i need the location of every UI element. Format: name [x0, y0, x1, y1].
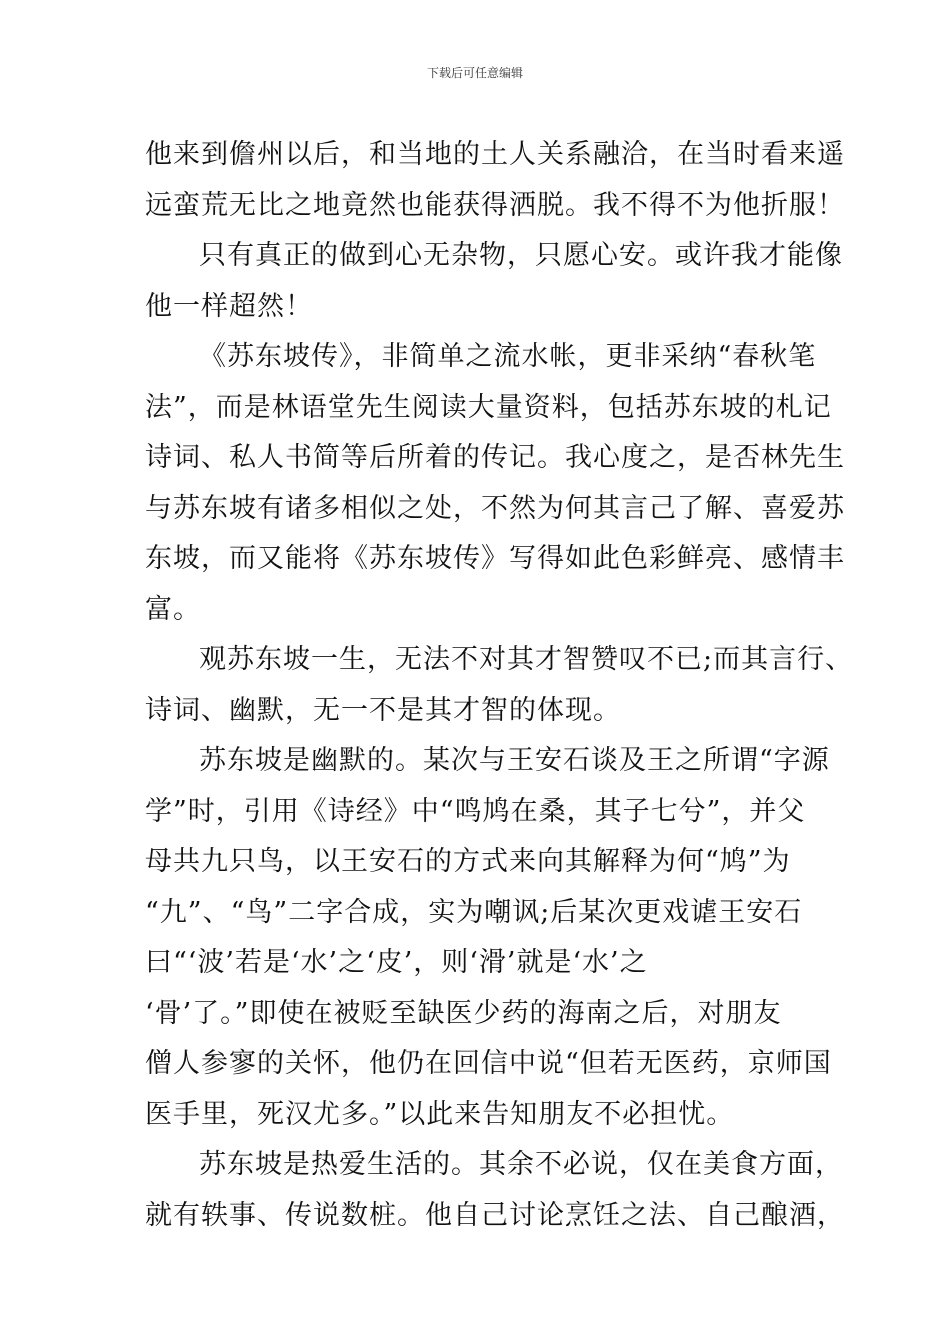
text-line: 诗词、幽默，无一不是其才智的体现。: [145, 694, 621, 726]
text-line: 苏东坡是热爱生活的。其余不必说，仅在美食方面，: [199, 1149, 843, 1180]
text-line: 与苏东坡有诸多相似之处，不然为何其言己了解、喜爱苏: [145, 492, 845, 524]
text-line: 曰“‘波’若是‘水’之‘皮’，则‘滑’就是‘水’之: [145, 947, 648, 978]
page-header: 下载后可任意编辑: [426, 66, 523, 80]
text-line: 他一样超然！: [145, 290, 313, 322]
text-line: 法”，而是林语堂先生阅读大量资料，包括苏东坡的札记: [145, 391, 832, 423]
text-line: 诗词、私人书简等后所着的传记。我心度之，是否林先生: [145, 442, 845, 473]
text-line: ‘骨’了。”即使在被贬至缺医少药的海南之后，对朋友: [145, 997, 782, 1029]
document-body: [145, 130, 854, 1241]
text-line: 只有真正的做到心无杂物，只愿心安。或许我才能像: [199, 240, 843, 271]
text-line: 《苏东坡传》，非简单之流水帐，更非采纳“春秋笔: [199, 341, 817, 372]
text-line: 学”时，引用《诗经》中“鸣鸠在桑，其子七兮”，并父: [145, 795, 806, 827]
text-line: 观苏东坡一生，无法不对其才智赞叹不已;而其言行、: [199, 644, 854, 675]
text-line: 医手里，死汉尤多。”以此来告知朋友不必担忧。: [145, 1098, 735, 1130]
text-line: 东坡，而又能将《苏东坡传》写得如此色彩鲜亮、感情丰: [145, 543, 845, 574]
text-line: 富。: [145, 593, 201, 625]
text-line: 苏东坡是幽默的。某次与王安石谈及王之所谓“字源: [199, 745, 830, 776]
text-line: 母共九只鸟，以王安石的方式来向其解释为何“鸠”为: [145, 846, 791, 877]
text-line: 远蛮荒无比之地竟然也能获得洒脱。我不得不为他折服！: [145, 189, 845, 221]
text-line: 就有轶事、传说数桩。他自己讨论烹饪之法、自己酿酒，: [145, 1199, 845, 1231]
text-line: 他来到儋州以后，和当地的土人关系融洽，在当时看来遥: [145, 139, 845, 170]
text-line: “九”、“鸟”二字合成，实为嘲讽;后某次更戏谑王安石: [145, 896, 803, 928]
text-line: 僧人参寥的关怀，他仍在回信中说“但若无医药，京师国: [145, 1048, 832, 1079]
